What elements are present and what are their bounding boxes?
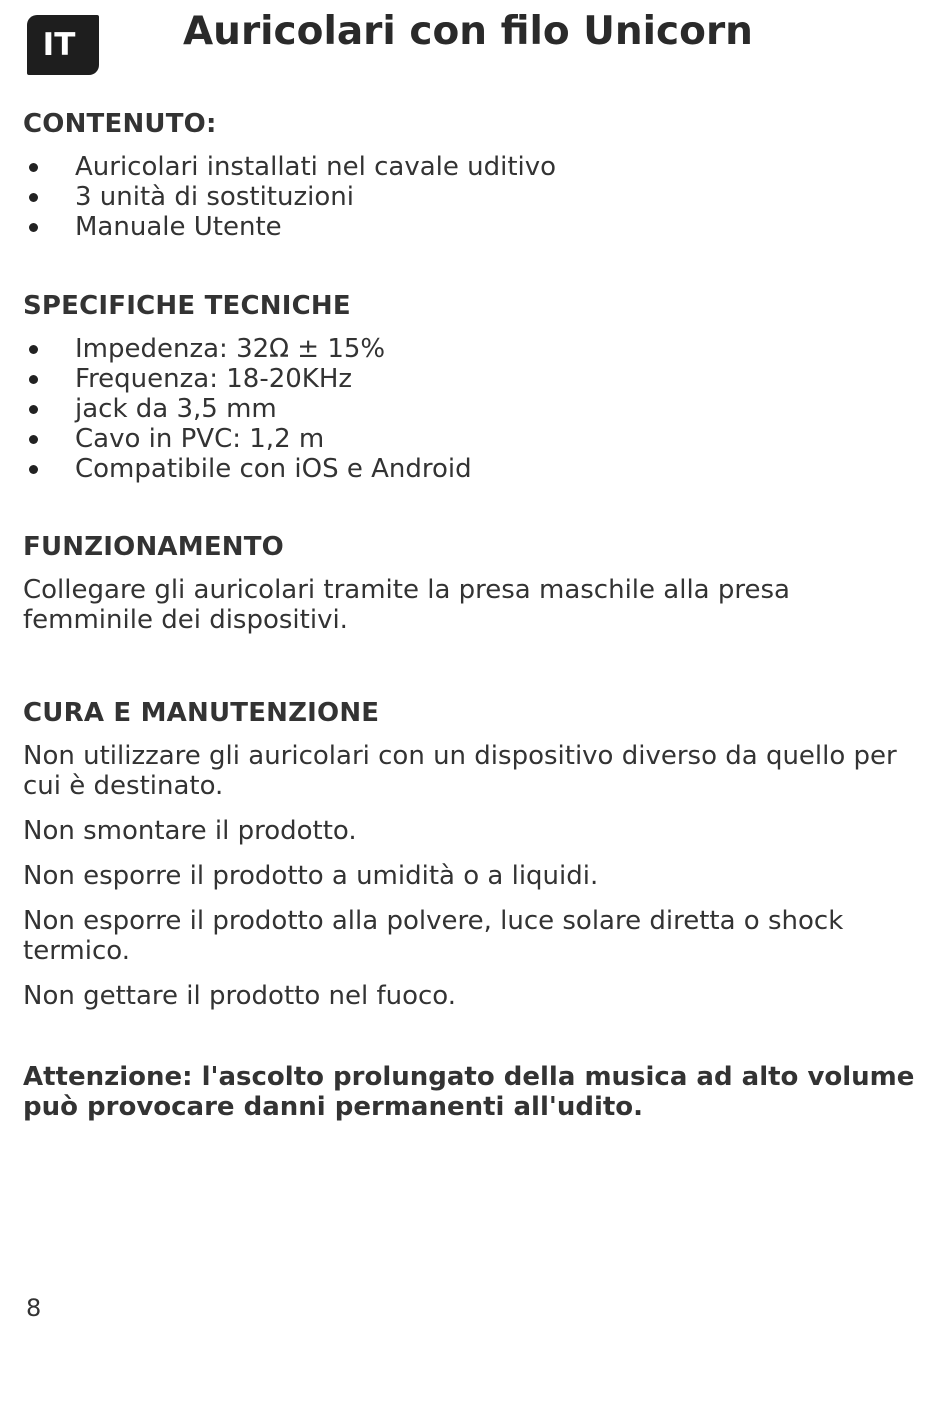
contents-list (23, 152, 923, 242)
list-item-text: Frequenza: 18-20KHz (75, 364, 353, 394)
list-item (23, 394, 923, 424)
list-item (23, 334, 923, 364)
bullet-icon (29, 163, 38, 172)
care-section (23, 697, 923, 1011)
specs-heading: SPECIFICHE TECNICHE (23, 291, 351, 321)
list-item-text: jack da 3,5 mm (75, 394, 277, 424)
list-item (23, 182, 923, 212)
list-item (23, 454, 923, 484)
bullet-icon (29, 465, 38, 474)
list-item-text: Auricolari installati nel cavale uditivo (75, 152, 557, 182)
bullet-icon (29, 223, 38, 232)
language-badge: IT (27, 15, 99, 75)
care-heading: CURA E MANUTENZIONE (23, 698, 380, 728)
operation-heading: FUNZIONAMENTO (23, 532, 284, 562)
specs-section (23, 290, 923, 484)
contents-section (23, 108, 923, 242)
operation-section (23, 531, 923, 635)
bullet-icon (29, 435, 38, 444)
list-item (23, 424, 923, 454)
list-item-text: 3 unità di sostituzioni (75, 182, 354, 212)
list-item (23, 152, 923, 182)
care-paragraph: Non esporre il prodotto alla polvere, luce solare diretta o shock termico. (23, 906, 844, 966)
page-title: Auricolari con filo Unicorn (183, 9, 753, 54)
list-item-text: Impedenza: 32Ω ± 15% (75, 334, 386, 364)
care-paragraph: Non gettare il prodotto nel fuoco. (23, 981, 457, 1011)
bullet-icon (29, 345, 38, 354)
care-paragraph: Non utilizzare gli auricolari con un dispositivo diverso da quello per cui è destinato. (23, 741, 897, 801)
bullet-icon (29, 405, 38, 414)
specs-list (23, 334, 923, 484)
contents-heading: CONTENUTO: (23, 109, 217, 139)
bullet-icon (29, 375, 38, 384)
page-number: 8 (26, 1294, 42, 1322)
warning-text: Attenzione: l'ascolto prolungato della musica ad alto volume può provocare danni permanenti all'udito. (23, 1062, 915, 1122)
list-item-text: Compatibile con iOS e Android (75, 454, 472, 484)
list-item (23, 364, 923, 394)
care-paragraph: Non smontare il prodotto. (23, 816, 357, 846)
list-item-text: Manuale Utente (75, 212, 282, 242)
bullet-icon (29, 193, 38, 202)
operation-text: Collegare gli auricolari tramite la presa maschile alla presa femminile dei dispositivi. (23, 575, 790, 635)
care-paragraph: Non esporre il prodotto a umidità o a liquidi. (23, 861, 599, 891)
list-item (23, 212, 923, 242)
list-item-text: Cavo in PVC: 1,2 m (75, 424, 325, 454)
